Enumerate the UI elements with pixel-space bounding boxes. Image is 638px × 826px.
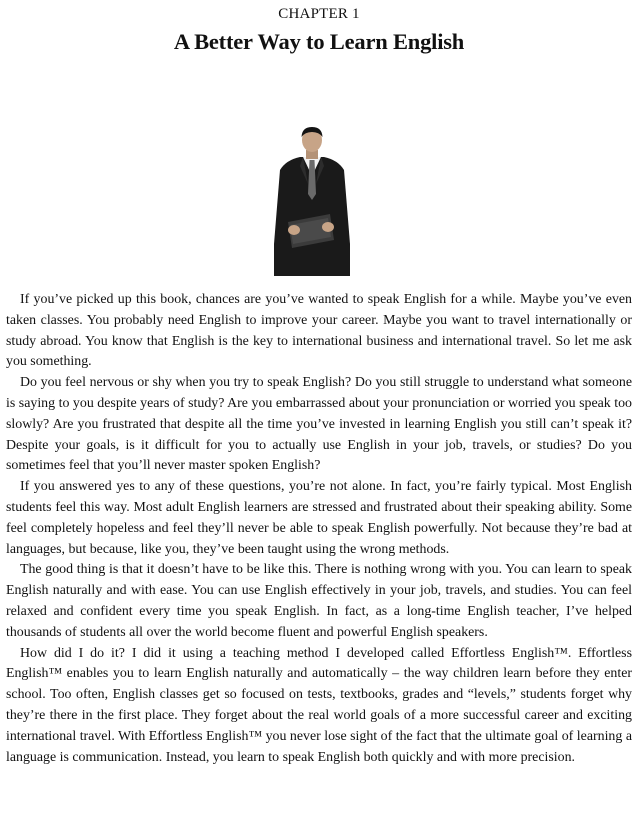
paragraph: How did I do it? I did it using a teaching method I developed called Effortless English™. Effortless English™ enables you to learn English naturally and automatically – the way children learn before they enter school. Too often, English classes get so focused on tests, textbooks, grades and “levels,” students forget why they’re there in the first place. They forget about the real world goals of a more successful career and exciting international travel. With Effortless English™ you never lose sight of the fact that the ultimate goal of learning a language is communication. Instead, you learn to speak English both quickly and with more precision. [6, 645, 632, 765]
paragraph: If you’ve picked up this book, chances are you’ve wanted to speak English for a while. Maybe you’ve even taken classes. You probably need English to improve your career. Maybe you want to travel internationally or study abroad. You know that English is the key to international business and international travel. So let me ask you something. [6, 292, 632, 370]
paragraph: Do you feel nervous or shy when you try to speak English? Do you still struggle to understand what someone is saying to you despite years of study? Are you embarrassed about your pronunciation or worried you speak too slowly? Are you frustrated that despite all the time you’ve invested in learning English you still can’t speak it? Despite your goals, is it difficult for you to actually use English in your job, travels, or studies? Do you sometimes feel that you’ll never master spoken English? [6, 375, 632, 474]
chapter-title: A Better Way to Learn English [173, 29, 465, 54]
businessman-photo [270, 126, 354, 276]
paragraph: The good thing is that it doesn’t have to be like this. There is nothing wrong with you. You can learn to speak English naturally and with ease. You can use English effectively in your job, travels, and studies. You can feel relaxed and confident every time you speak English. In fact, as a long-time English teacher, I’ve helped thousands of students all over the world become fluent and powerful English speakers. [6, 562, 632, 640]
paragraph: If you answered yes to any of these questions, you’re not alone. In fact, you’re fairly typical. Most English students feel this way. Most adult English learners are stressed and frustrated about their speaking ability. Some feel completely hopeless and feel they’ll never be able to speak English powerfully. Not because they’re bad at languages, but because, like you, they’ve been taught using the wrong methods. [6, 479, 632, 557]
chapter-label: CHAPTER 1 [278, 6, 360, 22]
chapter-body [6, 290, 632, 768]
